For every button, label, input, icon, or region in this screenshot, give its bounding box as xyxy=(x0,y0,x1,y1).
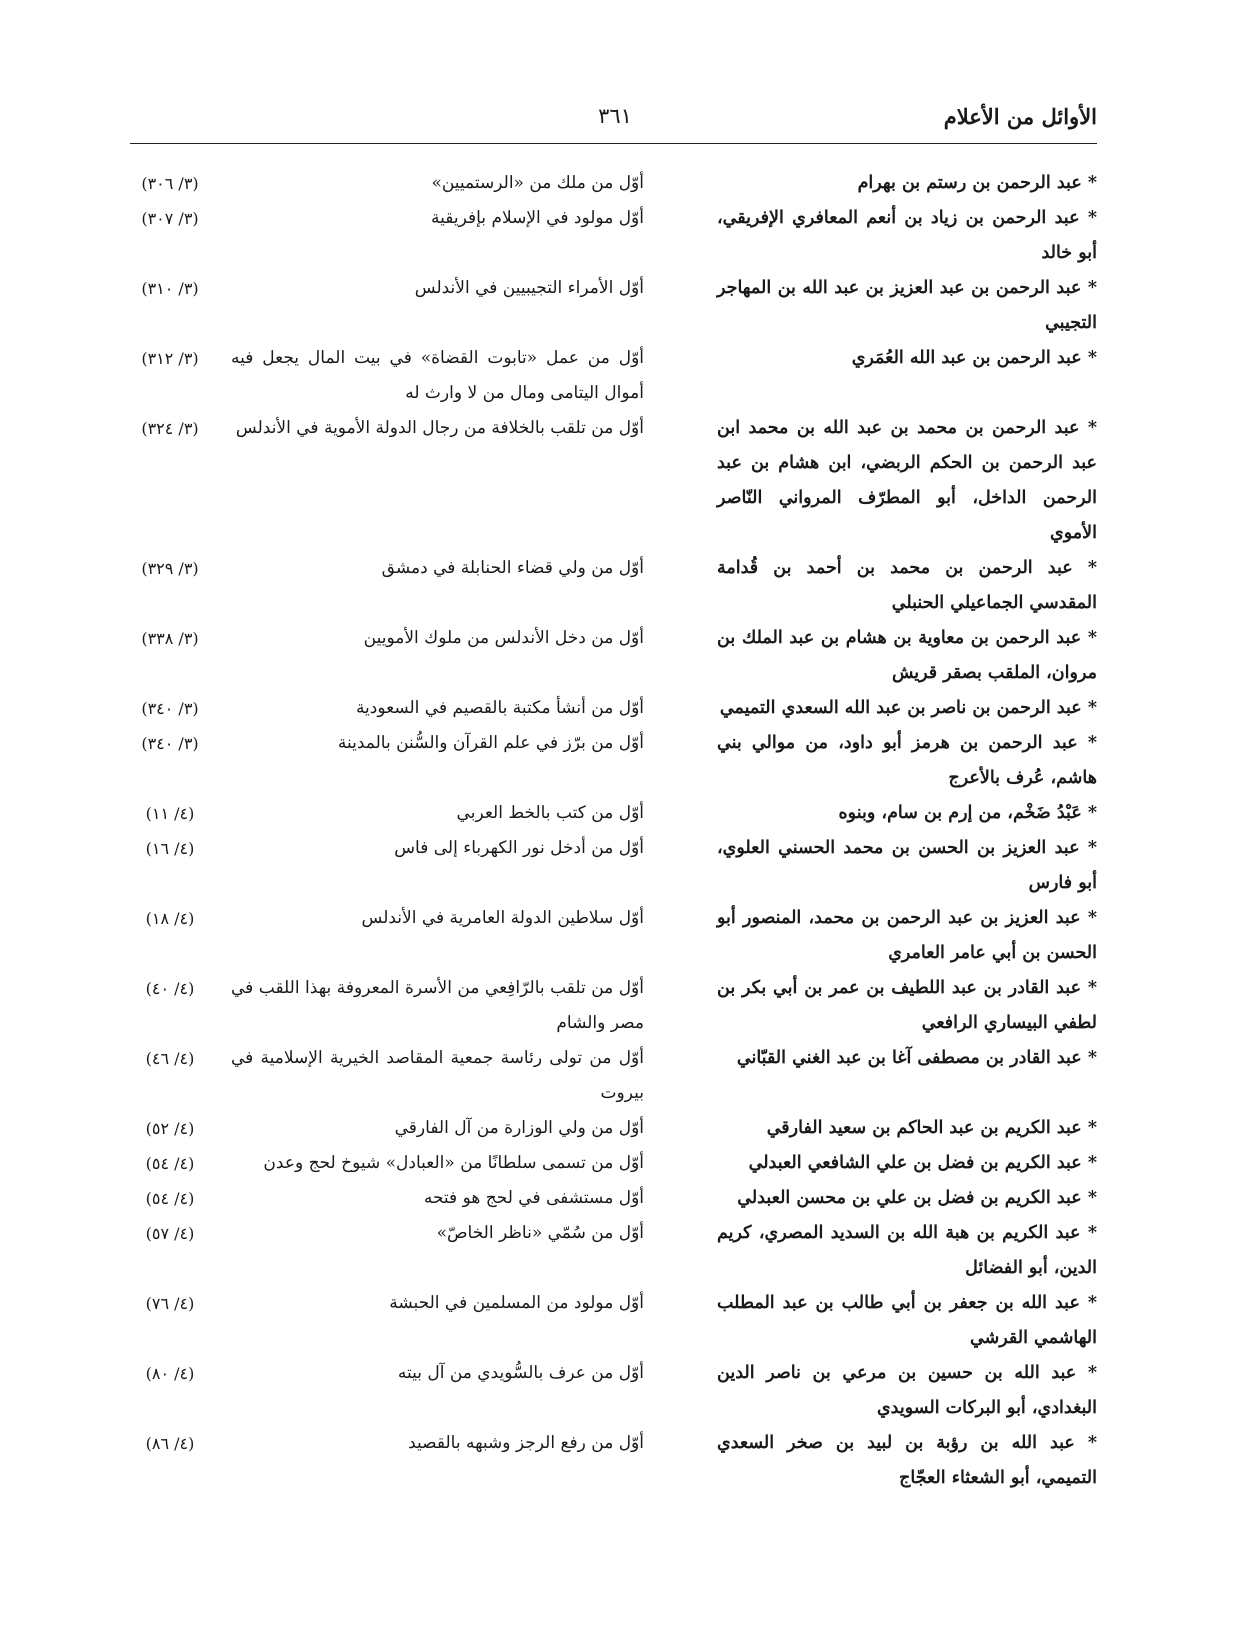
entry-description: أوّل من تلقب بالخلافة من رجال الدولة الأموية في الأندلس xyxy=(235,418,644,438)
entry-description: أوّل من ولي الوزارة من آل الفارقي xyxy=(394,1118,644,1138)
list-item xyxy=(130,341,1097,411)
entry-description: أوّل سلاطين الدولة العامرية في الأندلس xyxy=(361,908,644,928)
entry-description: أوّل من تلقب بالرّافِعي من الأسرة المعروفة بهذا اللقب في مصر والشام xyxy=(231,978,644,1033)
entry-reference: (٣/ ٣٤٠) xyxy=(141,699,199,718)
entry-reference: (٣/ ٣٢٤) xyxy=(141,419,199,438)
entry-description: أوّل الأمراء التجيبيين في الأندلس xyxy=(414,278,644,298)
list-item xyxy=(130,166,1097,201)
entry-description: أوّل من عرف بالسُّويدي من آل بيته xyxy=(397,1363,644,1383)
list-item xyxy=(130,691,1097,726)
entry-name: * عبد الرحمن بن عبد الله العُمَري xyxy=(851,348,1097,368)
entry-description: أوّل من دخل الأندلس من ملوك الأمويين xyxy=(363,628,644,648)
entry-description: أوّل من ولي قضاء الحنابلة في دمشق xyxy=(381,558,644,578)
entry-name: * عبد الرحمن بن زياد بن أنعم المعافري الإفريقي، أبو خالد xyxy=(717,208,1097,263)
entry-reference: (٤/ ٥٤) xyxy=(145,1189,195,1208)
entry-reference: (٤/ ٨٠) xyxy=(145,1364,195,1383)
entry-description: أوّل من عمل «تابوت القضاة» في بيت المال يجعل فيه أموال اليتامى ومال من لا وارث له xyxy=(231,348,644,403)
entry-reference: (٤/ ١١) xyxy=(145,804,195,823)
entry-reference: (٤/ ١٨) xyxy=(145,909,195,928)
list-item xyxy=(130,201,1097,271)
list-item xyxy=(130,551,1097,621)
list-item xyxy=(130,726,1097,796)
entry-description: أوّل من رفع الرجز وشبهه بالقصيد xyxy=(408,1433,644,1453)
entry-name: * عبد الرحمن بن رستم بن بهرام xyxy=(857,173,1097,193)
entry-name: * عبد الله بن رؤبة بن لبيد بن صخر السعدي التميمي، أبو الشعثاء العجّاج xyxy=(717,1433,1097,1488)
entry-name: * عبد الكريم بن فضل بن علي الشافعي العبدلي xyxy=(748,1153,1097,1173)
entry-description: أوّل من أدخل نور الكهرباء إلى فاس xyxy=(394,838,644,858)
entry-reference: (٤/ ٧٦) xyxy=(145,1294,195,1313)
entry-reference: (٤/ ٥٢) xyxy=(145,1119,195,1138)
list-item xyxy=(130,971,1097,1041)
entry-description: أوّل من تسمى سلطانًا من «العبادل» شيوخ لحج وعدن xyxy=(263,1153,644,1173)
entry-name: * عبد الكريم بن عبد الحاكم بن سعيد الفارقي xyxy=(766,1118,1097,1138)
list-item xyxy=(130,796,1097,831)
list-item xyxy=(130,831,1097,901)
list-item xyxy=(130,621,1097,691)
list-item xyxy=(130,1356,1097,1426)
entry-reference: (٣/ ٣٠٧) xyxy=(141,209,199,228)
entry-description: أوّل مستشفى في لحج هو فتحه xyxy=(423,1188,644,1208)
entry-reference: (٣/ ٣١٢) xyxy=(141,349,199,368)
entries-list xyxy=(130,166,1097,1496)
entry-name: * عبد الرحمن بن محمد بن أحمد بن قُدامة المقدسي الجماعيلي الحنبلي xyxy=(717,558,1097,613)
entry-description: أوّل من سُمّي «ناظر الخاصّ» xyxy=(436,1223,644,1243)
entry-reference: (٤/ ٤٠) xyxy=(145,979,195,998)
entry-name: * عبد الرحمن بن ناصر بن عبد الله السعدي التميمي xyxy=(719,698,1097,718)
entry-description: أوّل من ملك من «الرستميين» xyxy=(431,173,644,193)
entry-reference: (٣/ ٣٠٦) xyxy=(141,174,199,193)
entry-reference: (٣/ ٣٣٨) xyxy=(141,629,199,648)
entry-name: * عبد الكريم بن هبة الله بن السديد المصري، كريم الدين، أبو الفضائل xyxy=(717,1223,1097,1278)
list-item xyxy=(130,901,1097,971)
entry-name: * عبد العزيز بن عبد الرحمن بن محمد، المنصور أبو الحسن بن أبي عامر العامري xyxy=(717,908,1097,963)
entry-reference: (٤/ ٥٧) xyxy=(145,1224,195,1243)
entry-name: * عبد القادر بن عبد اللطيف بن عمر بن أبي بكر بن لطفي البيساري الرافعي xyxy=(717,978,1097,1033)
entry-description: أوّل من أنشأ مكتبة بالقصيم في السعودية xyxy=(355,698,644,718)
entry-name: * عبد الله بن جعفر بن أبي طالب بن عبد المطلب الهاشمي القرشي xyxy=(717,1293,1097,1348)
entry-name: * عَبْدُ ضَخْم، من إرم بن سام، وبنوه xyxy=(838,803,1097,823)
entry-reference: (٣/ ٣٤٠) xyxy=(141,734,199,753)
entry-name: * عبد القادر بن مصطفى آغا بن عبد الغني القبّاني xyxy=(736,1048,1097,1068)
page-number: ٣٦١ xyxy=(598,104,632,128)
entry-name: * عبد الرحمن بن هرمز أبو داود، من موالي بني هاشم، عُرف بالأعرج xyxy=(717,733,1097,788)
entry-name: * عبد الرحمن بن عبد العزيز بن عبد الله بن المهاجر التجيبي xyxy=(717,278,1097,333)
list-item xyxy=(130,1426,1097,1496)
entry-reference: (٤/ ٤٦) xyxy=(145,1049,195,1068)
entry-description: أوّل مولود من المسلمين في الحبشة xyxy=(389,1293,644,1313)
list-item xyxy=(130,1216,1097,1286)
entry-reference: (٤/ ٨٦) xyxy=(145,1434,195,1453)
running-title: الأوائل من الأعلام xyxy=(943,104,1097,129)
entry-name: * عبد الكريم بن فضل بن علي بن محسن العبدلي xyxy=(737,1188,1097,1208)
entry-description: أوّل مولود في الإسلام بإفريقية xyxy=(431,208,644,228)
entry-name: * عبد الرحمن بن معاوية بن هشام بن عبد الملك بن مروان، الملقب بصقر قريش xyxy=(717,628,1097,683)
entry-name: * عبد الله بن حسين بن مرعي بن ناصر الدين البغدادي، أبو البركات السويدي xyxy=(717,1363,1097,1418)
list-item xyxy=(130,411,1097,551)
list-item xyxy=(130,271,1097,341)
list-item xyxy=(130,1146,1097,1181)
entry-reference: (٣/ ٣١٠) xyxy=(141,279,199,298)
list-item xyxy=(130,1181,1097,1216)
list-item xyxy=(130,1286,1097,1356)
entry-name: * عبد الرحمن بن محمد بن عبد الله بن محمد ابن عبد الرحمن بن الحكم الربضي، ابن هشام بن عبد الرحمن الداخل، أبو المطرّف المرواني النّاصر الأموي xyxy=(717,418,1097,543)
entry-description: أوّل من برّز في علم القرآن والسُّنن بالمدينة xyxy=(337,733,644,753)
entry-reference: (٣/ ٣٢٩) xyxy=(141,559,199,578)
entry-description: أوّل من تولى رئاسة جمعية المقاصد الخيرية الإسلامية في بيروت xyxy=(231,1048,644,1103)
entry-reference: (٤/ ١٦) xyxy=(145,839,195,858)
list-item xyxy=(130,1041,1097,1111)
header-divider xyxy=(130,143,1097,144)
list-item xyxy=(130,1111,1097,1146)
entry-description: أوّل من كتب بالخط العربي xyxy=(456,803,644,823)
entry-reference: (٤/ ٥٤) xyxy=(145,1154,195,1173)
entry-name: * عبد العزيز بن الحسن بن محمد الحسني العلوي، أبو فارس xyxy=(717,838,1097,893)
